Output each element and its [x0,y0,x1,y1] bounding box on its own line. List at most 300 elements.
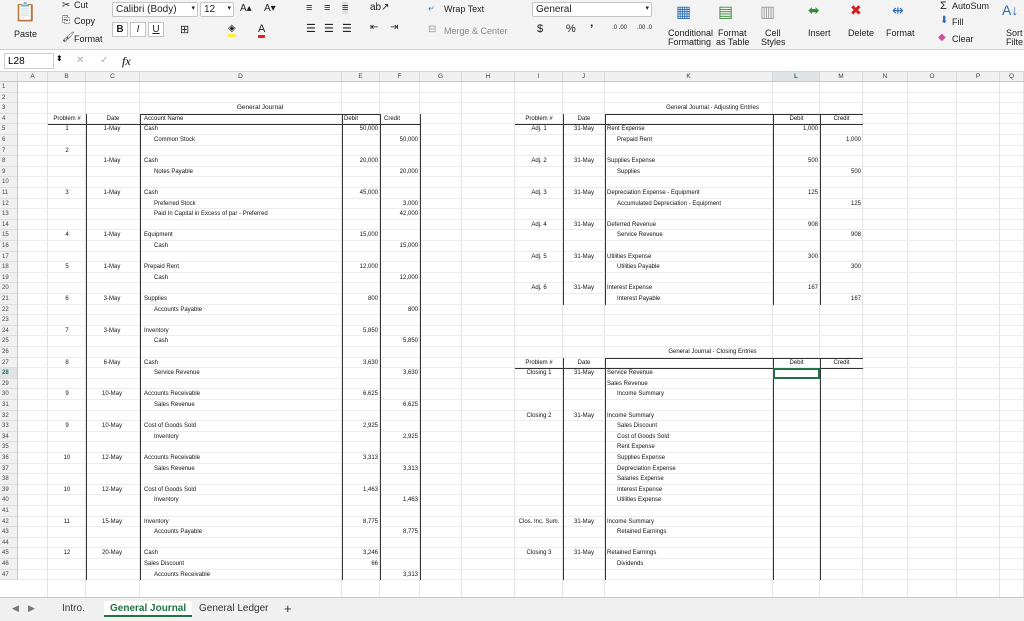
gj-account-debit[interactable]: Cash [144,190,159,196]
gj-header-account[interactable]: Account Name [144,115,184,122]
column-header-h[interactable]: H [462,72,515,82]
row-header-27[interactable]: 27 [0,358,18,369]
row-header-19[interactable]: 19 [0,273,18,284]
adj-date[interactable]: 31-May [573,221,594,228]
currency-button[interactable]: $ [537,23,544,35]
column-header-c[interactable]: C [86,72,140,82]
fx-icon[interactable]: fx [122,54,131,68]
filter-button[interactable]: Filte [1006,37,1024,47]
close-account-credit[interactable]: Depreciation Expense [617,465,676,472]
adj-debit[interactable]: 1,000 [802,126,818,133]
gj-account-debit[interactable]: Sales Discount [144,561,185,567]
gj-header-problem[interactable]: Problem # [53,115,81,122]
row-header-29[interactable]: 29 [0,379,18,390]
column-header-a[interactable]: A [18,72,48,82]
row-header-30[interactable]: 30 [0,389,18,400]
cut-button[interactable]: Cut [74,0,89,10]
row-header-44[interactable]: 44 [0,538,18,549]
gj-problem[interactable]: 9 [65,391,69,398]
align-middle-icon[interactable]: ≡ [324,2,331,14]
row-header-8[interactable]: 8 [0,156,18,167]
gj-credit[interactable]: 1,463 [402,497,418,504]
fill-color-icon[interactable]: ◈ [228,23,236,37]
adj-account-debit[interactable]: Supplies Expense [607,158,656,165]
adj-date[interactable]: 31-May [573,285,594,292]
gj-credit[interactable]: 6,625 [402,402,418,408]
indent-icon[interactable]: ⇥ [390,22,399,33]
comma-button[interactable]: ’ [590,22,594,36]
gj-credit[interactable]: 20,000 [399,168,418,175]
adj-problem[interactable]: Adj. 6 [531,285,547,292]
column-header-l[interactable]: L [773,72,820,82]
align-left-icon[interactable]: ☰ [306,23,316,35]
row-header-26[interactable]: 26 [0,347,18,358]
row-header-7[interactable]: 7 [0,146,18,157]
close-account-debit[interactable]: Income Summary [607,412,655,419]
underline-button[interactable]: U [148,22,164,37]
formula-input[interactable] [140,53,1020,69]
italic-button[interactable]: I [130,22,146,37]
row-header-22[interactable]: 22 [0,305,18,316]
gj-problem[interactable]: 5 [65,264,69,271]
gj-credit[interactable]: 3,630 [402,370,418,377]
adj-date[interactable]: 31-May [573,126,594,133]
row-header-15[interactable]: 15 [0,230,18,241]
close-header-date[interactable]: Date [577,359,591,366]
row-header-21[interactable]: 21 [0,294,18,305]
adj-credit[interactable]: 500 [850,168,861,175]
close-problem[interactable]: Closing 2 [526,412,552,419]
gj-account-debit[interactable]: Prepaid Rent [144,264,180,271]
gj-problem[interactable]: 10 [63,486,71,493]
close-account-credit[interactable]: Dividends [617,561,644,567]
close-account-credit[interactable]: Retained Earnings [617,529,667,536]
gj-problem[interactable]: 7 [65,327,69,334]
close-account-credit[interactable]: Income Summary [617,391,665,398]
paste-button[interactable]: Paste [14,29,38,39]
gj-credit[interactable]: 15,000 [399,243,418,249]
spreadsheet-grid[interactable] [0,72,1024,597]
gj-credit[interactable]: 800 [407,306,418,313]
row-header-32[interactable]: 32 [0,411,18,422]
gj-account-debit[interactable]: Accounts Receivable [144,391,201,398]
adj-problem[interactable]: Adj. 3 [531,190,547,196]
format-painter-icon[interactable]: 🖌 [62,32,75,43]
increase-decimal-button[interactable]: .0 .00 [612,25,628,31]
gj-debit[interactable]: 6,625 [362,391,378,398]
row-header-10[interactable]: 10 [0,177,18,188]
column-header-i[interactable]: I [515,72,563,82]
adj-debit[interactable]: 500 [807,158,818,165]
gj-account-credit[interactable]: Cash [154,274,169,281]
row-header-16[interactable]: 16 [0,241,18,252]
selected-cell-l28[interactable] [773,368,820,379]
gj-problem[interactable]: 9 [65,423,69,430]
close-problem[interactable]: Closing 3 [526,550,552,557]
gj-problem[interactable]: 10 [63,455,71,461]
adj-problem[interactable]: Adj. 2 [531,158,547,165]
fill-button[interactable]: Fill [952,17,964,27]
gj-header-credit[interactable]: Credit [384,115,401,122]
row-header-13[interactable]: 13 [0,209,18,220]
adj-header-date[interactable]: Date [577,115,591,122]
gj-date[interactable]: 3-May [103,327,121,334]
close-date[interactable]: 31-May [573,412,594,419]
copy-icon[interactable]: ⎘ [62,15,70,26]
row-header-42[interactable]: 42 [0,517,18,528]
align-center-icon[interactable]: ☰ [324,23,334,35]
name-box-dropdown-icon[interactable]: ⬍ [56,54,63,63]
close-date[interactable]: 31-May [573,550,594,557]
gj-debit[interactable]: 50,000 [359,126,378,133]
gj-account-credit[interactable]: Cash [154,243,169,249]
font-size-select[interactable] [200,2,234,17]
close-account-debit[interactable]: Sales Revenue [607,380,648,387]
row-header-40[interactable]: 40 [0,495,18,506]
next-sheet-icon[interactable]: ▶ [28,603,35,613]
adj-account-debit[interactable]: Rent Expense [607,126,645,133]
gj-credit[interactable]: 8,775 [402,529,418,536]
gj-account-debit[interactable]: Cash [144,359,159,366]
column-header-j[interactable]: J [563,72,605,82]
gj-credit[interactable]: 3,000 [402,200,418,207]
gj-problem[interactable]: 12 [63,550,71,557]
align-bottom-icon[interactable]: ≡ [342,2,349,14]
gj-account-debit[interactable]: Supplies [144,296,168,302]
row-header-9[interactable]: 9 [0,167,18,178]
adj-header-debit[interactable]: Debit [789,115,804,122]
gj-account-debit[interactable]: Inventory [144,518,169,525]
gj-date[interactable]: 10-May [101,423,122,430]
adj-date[interactable]: 31-May [573,190,594,196]
gj-account-debit[interactable]: Cash [144,126,159,133]
tab-intro[interactable]: Intro. [62,603,85,614]
gj-account-debit[interactable]: Cost of Goods Sold [144,423,197,430]
row-header-35[interactable]: 35 [0,442,18,453]
scissors-icon[interactable]: ✂ [62,0,71,11]
column-header-f[interactable]: F [380,72,420,82]
adj-date[interactable]: 31-May [573,253,594,260]
gj-account-credit[interactable]: Accounts Receivable [154,571,211,578]
gj-account-debit[interactable]: Cash [144,158,159,165]
column-header-d[interactable]: D [140,72,342,82]
gj-account-credit[interactable]: Paid In Capital in Excess of par - Preferred [154,211,268,218]
add-sheet-button[interactable]: + [284,601,292,616]
gj-debit[interactable]: 1,463 [362,486,378,493]
close-account-credit[interactable]: Interest Expense [617,486,663,493]
close-account-debit[interactable]: Income Summary [607,518,655,525]
gj-problem[interactable]: 1 [65,126,69,133]
row-header-47[interactable]: 47 [0,570,18,581]
row-header-23[interactable]: 23 [0,315,18,326]
close-account-credit[interactable]: Sales Discount [617,423,658,430]
row-header-33[interactable]: 33 [0,421,18,432]
adj-account-debit[interactable]: Interest Expense [607,285,653,292]
close-account-debit[interactable]: Service Revenue [607,370,653,377]
decrease-decimal-button[interactable]: .00 .0 [637,25,653,31]
orientation-icon[interactable]: ab↗ [370,2,390,13]
sort-button[interactable]: Sort [1006,28,1023,38]
gj-account-credit[interactable]: Accounts Payable [154,529,203,536]
gj-title[interactable]: General Journal [236,104,284,112]
gj-account-debit[interactable]: Accounts Receivable [144,455,201,461]
adj-account-debit[interactable]: Deferred Revenue [607,221,657,228]
insert-icon[interactable]: ⬌ [808,2,820,18]
gj-header-date[interactable]: Date [106,115,120,122]
paste-icon[interactable]: 📋 [14,2,37,22]
delete-icon[interactable]: ✖ [850,2,862,18]
gj-credit[interactable]: 42,000 [399,211,418,218]
gj-date[interactable]: 10-May [101,391,122,398]
row-header-34[interactable]: 34 [0,432,18,443]
gj-account-credit[interactable]: Notes Payable [154,168,194,175]
gj-credit[interactable]: 2,925 [402,433,418,440]
row-header-43[interactable]: 43 [0,527,18,538]
close-account-debit[interactable]: Retained Earnings [607,550,657,557]
gj-credit[interactable]: 12,000 [399,274,418,281]
adj-problem[interactable]: Adj. 5 [531,253,547,260]
column-header-b[interactable]: B [48,72,86,82]
font-color-icon[interactable]: A [258,23,265,38]
gj-account-debit[interactable]: Inventory [144,327,169,334]
close-date[interactable]: 31-May [573,518,594,525]
align-top-icon[interactable]: ≡ [306,2,313,14]
column-header-g[interactable]: G [420,72,462,82]
merge-center-button[interactable]: Merge & Center [444,26,508,36]
sort-filter-icon[interactable]: A↓ [1002,2,1019,18]
wrap-text-icon[interactable]: ⤶ [428,3,434,14]
adj-date[interactable]: 31-May [573,158,594,165]
copy-button[interactable]: Copy [74,16,96,26]
gj-debit[interactable]: 66 [371,561,378,567]
conditional-formatting-button[interactable]: Conditional [668,28,714,38]
row-header-17[interactable]: 17 [0,252,18,263]
wrap-text-button[interactable]: Wrap Text [444,4,485,14]
autosum-icon[interactable]: Σ [940,0,947,12]
row-header-4[interactable]: 4 [0,114,18,125]
insert-button[interactable]: Insert [808,28,831,38]
close-date[interactable]: 31-May [573,370,594,377]
gj-problem[interactable]: 8 [65,359,69,366]
gj-date[interactable]: 1-May [103,264,121,271]
row-header-2[interactable]: 2 [0,93,18,104]
adj-problem[interactable]: Adj. 1 [531,126,547,133]
outdent-icon[interactable]: ⇤ [370,22,379,33]
adj-account-debit[interactable]: Depreciation Expense - Equipment [607,190,700,196]
gj-credit[interactable]: 5,850 [402,338,418,345]
gj-debit[interactable]: 3,313 [362,455,378,461]
gj-date[interactable]: 20-May [101,550,122,557]
cell-styles-icon[interactable]: ▥ [760,4,776,21]
adj-account-credit[interactable]: Service Revenue [617,232,663,239]
number-format-select[interactable] [532,2,652,17]
delete-button[interactable]: Delete [848,28,875,38]
merge-icon[interactable]: ⊟ [428,24,437,35]
adj-credit[interactable]: 167 [850,296,861,302]
gj-credit[interactable]: 3,313 [402,571,418,578]
close-account-credit[interactable]: Utilities Expense [617,497,662,504]
gj-debit[interactable]: 3,630 [362,359,378,366]
gj-problem[interactable]: 11 [63,518,71,525]
row-header-20[interactable]: 20 [0,283,18,294]
row-header-41[interactable]: 41 [0,506,18,517]
gj-account-credit[interactable]: Preferred Stock [154,200,196,207]
row-header-14[interactable]: 14 [0,220,18,231]
row-header-28[interactable]: 28 [0,368,18,379]
gj-debit[interactable]: 5,850 [362,327,378,334]
close-problem[interactable]: Closing 1 [526,370,552,377]
tab-general-ledger[interactable]: General Ledger [199,603,269,614]
tab-general-journal[interactable]: General Journal [104,601,192,617]
column-header-o[interactable]: O [908,72,957,82]
row-header-45[interactable]: 45 [0,548,18,559]
adj-problem[interactable]: Adj. 4 [531,221,547,228]
column-header-e[interactable]: E [342,72,380,82]
adj-header-credit[interactable]: Credit [833,115,850,122]
gj-debit[interactable]: 800 [367,296,378,302]
adj-debit[interactable]: 908 [807,221,818,228]
font-name-select[interactable] [112,2,198,17]
gj-account-credit[interactable]: Common Stock [154,137,196,143]
adj-credit[interactable]: 1,000 [845,137,861,143]
column-header-k[interactable]: K [605,72,773,82]
gj-date[interactable]: 1-May [103,126,121,133]
adj-title[interactable]: General Journal - Adjusting Entries [666,105,759,112]
gj-account-debit[interactable]: Equipment [144,232,173,239]
adj-account-credit[interactable]: Accumulated Depreciation - Equipment [617,200,722,207]
gj-debit[interactable]: 8,775 [362,518,378,525]
adj-account-credit[interactable]: Utilities Payable [617,264,660,271]
row-header-6[interactable]: 6 [0,135,18,146]
row-header-5[interactable]: 5 [0,124,18,135]
percent-button[interactable]: % [566,23,576,35]
gj-account-debit[interactable]: Cost of Goods Sold [144,486,197,493]
column-header-p[interactable]: P [957,72,1000,82]
adj-credit[interactable]: 908 [850,232,861,239]
adj-account-debit[interactable]: Utilities Expense [607,253,652,260]
row-header-25[interactable]: 25 [0,336,18,347]
row-header-39[interactable]: 39 [0,485,18,496]
gj-debit[interactable]: 20,000 [359,158,378,165]
autosum-button[interactable]: AutoSum [952,1,990,11]
gj-account-credit[interactable]: Inventory [154,433,179,440]
gj-date[interactable]: 1-May [103,232,121,239]
close-title[interactable]: General Journal - Closing Entries [668,349,757,355]
close-header-problem[interactable]: Problem # [525,359,553,366]
decrease-font-icon[interactable]: A▾ [264,3,276,14]
gj-date[interactable]: 15-May [101,518,122,525]
row-header-11[interactable]: 11 [0,188,18,199]
gj-problem[interactable]: 4 [65,232,69,239]
gj-debit[interactable]: 2,925 [362,423,378,430]
row-header-1[interactable]: 1 [0,82,18,93]
row-header-36[interactable]: 36 [0,453,18,464]
adj-debit[interactable]: 125 [807,190,818,196]
gj-account-credit[interactable]: Accounts Payable [154,306,203,313]
close-header-credit[interactable]: Credit [833,359,850,366]
gj-header-debit[interactable]: Debit [344,115,359,122]
gj-date[interactable]: 1-May [103,158,121,165]
cell-styles-button[interactable]: Cell [765,28,781,38]
select-all-corner[interactable] [0,72,18,82]
gj-debit[interactable]: 3,246 [362,550,378,557]
gj-credit[interactable]: 3,313 [402,465,418,472]
clear-button[interactable]: Clear [952,34,974,44]
confirm-icon[interactable]: ✓ [100,55,109,66]
format-as-table-icon[interactable]: ▤ [718,4,734,21]
row-header-46[interactable]: 46 [0,559,18,570]
fill-icon[interactable]: ⬇ [940,15,949,26]
gj-date[interactable]: 1-May [103,190,121,196]
format-cells-icon[interactable]: ⇹ [892,2,904,18]
conditional-formatting-icon[interactable]: ▦ [676,4,692,21]
column-header-n[interactable]: N [863,72,908,82]
align-right-icon[interactable]: ☰ [342,23,352,35]
prev-sheet-icon[interactable]: ◀ [12,603,19,613]
adj-account-credit[interactable]: Interest Payable [617,296,661,302]
row-header-31[interactable]: 31 [0,400,18,411]
column-header-m[interactable]: M [820,72,863,82]
bold-button[interactable]: B [112,22,128,37]
row-header-37[interactable]: 37 [0,464,18,475]
row-header-18[interactable]: 18 [0,262,18,273]
gj-date[interactable]: 6-May [103,359,121,366]
gj-debit[interactable]: 45,000 [359,190,378,196]
borders-icon[interactable]: ⊞ [180,24,190,36]
gj-account-credit[interactable]: Sales Revenue [154,465,195,472]
adj-credit[interactable]: 125 [850,200,861,207]
adj-account-credit[interactable]: Supplies [617,168,641,175]
close-account-credit[interactable]: Salaries Expense [617,476,664,483]
close-header-debit[interactable]: Debit [789,359,804,366]
clear-icon[interactable]: ◆ [938,32,946,43]
gj-account-credit[interactable]: Service Revenue [154,370,200,377]
gj-account-credit[interactable]: Cash [154,338,169,345]
close-account-credit[interactable]: Rent Expense [617,444,655,451]
format-as-table-button[interactable]: Format [718,28,747,38]
close-account-credit[interactable]: Cost of Goods Sold [617,433,670,440]
gj-account-credit[interactable]: Sales Revenue [154,402,195,408]
gj-date[interactable]: 12-May [101,455,122,461]
adj-debit[interactable]: 300 [807,253,818,260]
gj-date[interactable]: 3-May [103,296,121,302]
increase-font-icon[interactable]: A▴ [240,3,252,14]
gj-debit[interactable]: 15,000 [359,232,378,239]
adj-debit[interactable]: 167 [807,285,818,292]
format-cells-button[interactable]: Format [886,28,915,38]
row-header-38[interactable]: 38 [0,474,18,485]
adj-header-problem[interactable]: Problem # [525,115,553,122]
gj-account-debit[interactable]: Cash [144,550,159,557]
name-box[interactable] [4,53,54,69]
gj-problem[interactable]: 2 [65,147,69,154]
adj-credit[interactable]: 300 [850,264,861,271]
gj-debit[interactable]: 12,000 [359,264,378,271]
gj-date[interactable]: 12-May [101,486,122,493]
gj-problem[interactable]: 6 [65,296,69,302]
gj-problem[interactable]: 3 [65,190,69,196]
gj-account-credit[interactable]: Inventory [154,497,179,504]
adj-account-credit[interactable]: Prepaid Rent [617,137,653,143]
row-header-24[interactable]: 24 [0,326,18,337]
row-header-3[interactable]: 3 [0,103,18,114]
cancel-icon[interactable]: ✕ [76,55,85,66]
close-account-credit[interactable]: Supplies Expense [617,455,666,461]
format-painter-button[interactable]: Format [74,34,103,44]
row-header-12[interactable]: 12 [0,199,18,210]
close-problem[interactable]: Clos. Inc. Sum. [518,518,560,525]
gj-credit[interactable]: 50,000 [399,137,418,143]
